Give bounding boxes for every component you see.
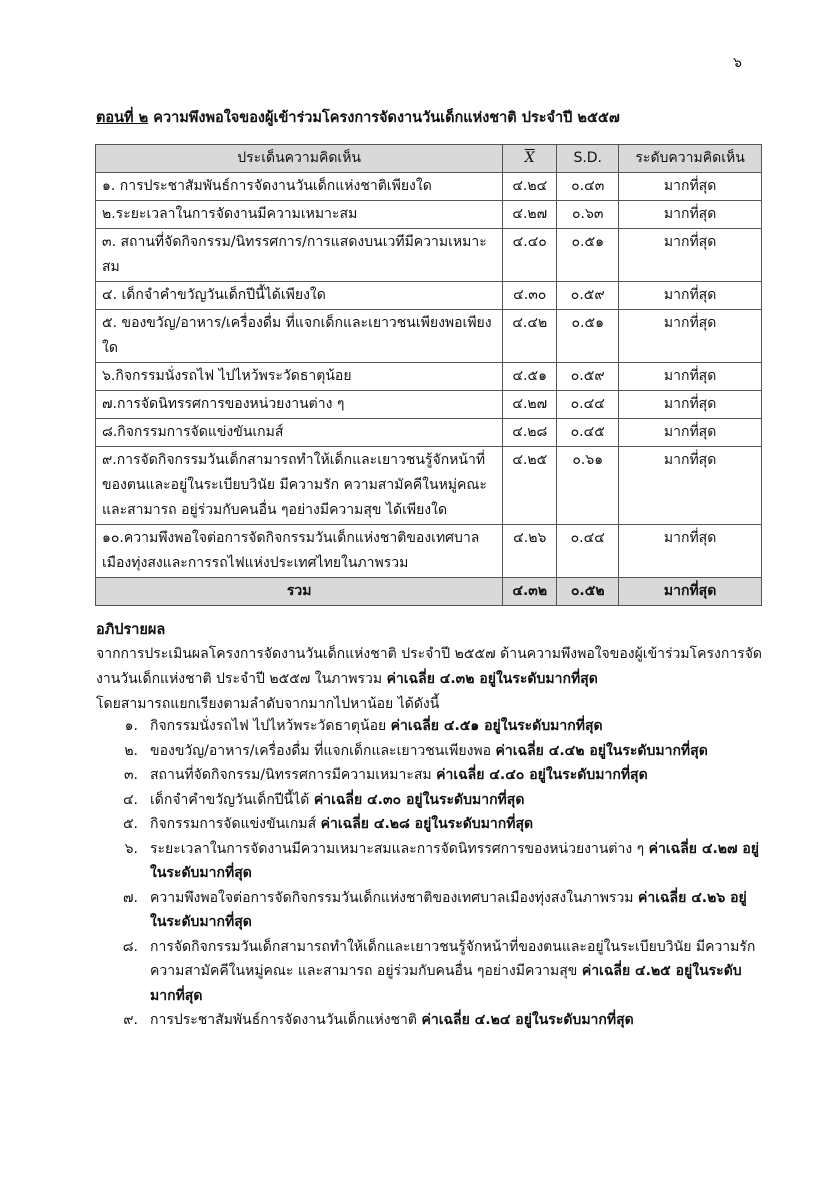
list-item-text	[150, 837, 762, 886]
list-item-number: ๕.	[122, 816, 138, 832]
cell-level: มากที่สุด	[619, 173, 762, 201]
ranking-list	[96, 714, 762, 1033]
list-item	[96, 763, 762, 788]
list-item-text	[150, 714, 762, 739]
list-item-text	[150, 788, 762, 813]
list-item	[96, 886, 762, 935]
section-heading	[96, 106, 620, 129]
list-item-label: กิจกรรมนั่งรถไฟ ไปไหว้พระวัดธาตุน้อย	[150, 718, 391, 734]
list-item-number: ๔.	[122, 791, 138, 808]
list-item	[96, 788, 762, 813]
section-part-label: ตอนที่ ๒	[96, 110, 149, 126]
cell-mean: ๔.๒๗	[503, 201, 557, 229]
cell-topic: ๙.การจัดกิจกรรมวันเด็กสามารถทำให้เด็กและเยาวชนรู้จักหน้าที่ของตนและอยู่ในระเบียบวินัย มีความรัก ความสามัคคีในหมู่คณะ และสามารถ อยู่ร่วมกับคนอื่น ๆอย่างมีความสุข ได้เพียงใด	[96, 447, 503, 525]
page-number: ๖	[733, 55, 742, 71]
total-sd: ๐.๕๒	[557, 578, 619, 606]
cell-level: มากที่สุด	[619, 447, 762, 525]
cell-topic: ๑. การประชาสัมพันธ์การจัดงานวันเด็กแห่งชาติเพียงใด	[96, 173, 503, 201]
table-row	[96, 419, 762, 447]
list-item-label: สถานที่จัดกิจกรรม/นิทรรศการมีความเหมาะสม	[150, 767, 437, 783]
discussion-title: อภิปรายผล	[96, 622, 166, 638]
table-row	[96, 391, 762, 419]
cell-level: มากที่สุด	[619, 391, 762, 419]
list-item-mean: ค่าเฉลี่ย ๔.๓๐ อยู่ในระดับมากที่สุด	[313, 791, 525, 808]
cell-sd: ๐.๕๑	[557, 310, 619, 363]
cell-mean: ๔.๓๐	[503, 282, 557, 310]
cell-level: มากที่สุด	[619, 363, 762, 391]
intro-bold: ค่าเฉลี่ย ๔.๓๒ อยู่ในระดับมากที่สุด	[386, 671, 598, 687]
list-item-text	[150, 739, 762, 764]
header-mean	[503, 145, 557, 173]
cell-sd: ๐.๔๕	[557, 419, 619, 447]
list-item-number: ๘.	[122, 938, 138, 955]
cell-mean: ๔.๕๑	[503, 363, 557, 391]
list-item-text	[150, 1008, 762, 1033]
list-item-number: ๖.	[124, 840, 138, 857]
cell-sd: ๐.๖๑	[557, 447, 619, 525]
list-item-number: ๗.	[123, 889, 138, 906]
list-item	[96, 812, 762, 837]
list-item-number: ๓.	[123, 767, 138, 783]
cell-sd: ๐.๔๔	[557, 391, 619, 419]
list-item-mean: ค่าเฉลี่ย ๔.๒๕ อยู่ในระดับมากที่สุด	[150, 963, 742, 1004]
list-item-number: ๑.	[124, 718, 138, 734]
table-row	[96, 173, 762, 201]
list-item-label: เด็กจำคำขวัญวันเด็กปีนี้ได้	[150, 791, 314, 808]
cell-sd: ๐.๔๔	[557, 525, 619, 578]
cell-level: มากที่สุด	[619, 229, 762, 282]
intro-text: จากการประเมินผลโครงการจัดงานวันเด็กแห่งชาติ ประจำปี ๒๕๕๗ ด้านความพึงพอใจของผู้เข้าร่วมโครงการจัดงานวันเด็กแห่งชาติ ประจำปี ๒๕๕๗ ในภาพรวม	[96, 646, 762, 687]
table-row	[96, 447, 762, 525]
cell-mean: ๔.๒๔	[503, 173, 557, 201]
satisfaction-table	[95, 144, 762, 606]
cell-mean: ๔.๔๐	[503, 229, 557, 282]
list-item-label: ของขวัญ/อาหาร/เครื่องดื่ม ที่แจกเด็กและเยาวชนเพียงพอ	[150, 742, 496, 759]
header-level: ระดับความคิดเห็น	[619, 145, 762, 173]
cell-sd: ๐.๖๓	[557, 201, 619, 229]
header-sd: S.D.	[557, 145, 619, 173]
table-row	[96, 310, 762, 363]
cell-topic: ๔. เด็กจำคำขวัญวันเด็กปีนี้ได้เพียงใด	[96, 282, 503, 310]
cell-level: มากที่สุด	[619, 201, 762, 229]
cell-level: มากที่สุด	[619, 419, 762, 447]
list-item	[96, 1008, 762, 1033]
list-item-label: การประชาสัมพันธ์การจัดงานวันเด็กแห่งชาติ	[150, 1012, 422, 1028]
cell-topic: ๕. ของขวัญ/อาหาร/เครื่องดื่ม ที่แจกเด็กและเยาวชนเพียงพอเพียงใด	[96, 310, 503, 363]
cell-mean: ๔.๒๕	[503, 447, 557, 525]
discussion-intro	[96, 642, 762, 717]
cell-topic: ๓. สถานที่จัดกิจกรรม/นิทรรศการ/การแสดงบนเวทีมีความเหมาะสม	[96, 229, 503, 282]
list-item-mean: ค่าเฉลี่ย ๔.๒๗ อยู่ในระดับมากที่สุด	[150, 840, 759, 881]
cell-mean: ๔.๒๘	[503, 419, 557, 447]
list-item-mean: ค่าเฉลี่ย ๔.๒๘ อยู่ในระดับมากที่สุด	[320, 816, 534, 832]
cell-sd: ๐.๕๑	[557, 229, 619, 282]
cell-mean: ๔.๔๒	[503, 310, 557, 363]
total-mean: ๔.๓๒	[503, 578, 557, 606]
list-item-number: ๙.	[123, 1012, 138, 1028]
cell-mean: ๔.๒๗	[503, 391, 557, 419]
cell-level: มากที่สุด	[619, 525, 762, 578]
list-item-label: กิจกรรมการจัดแข่งขันเกมส์	[150, 816, 321, 832]
header-topic: ประเด็นความคิดเห็น	[96, 145, 503, 173]
list-item-text	[150, 763, 762, 788]
list-item-mean: ค่าเฉลี่ย ๔.๔๐ อยู่ในระดับมากที่สุด	[436, 767, 648, 783]
cell-topic: ๒.ระยะเวลาในการจัดงานมีความเหมาะสม	[96, 201, 503, 229]
cell-mean: ๔.๒๖	[503, 525, 557, 578]
list-item-number: ๒.	[124, 742, 138, 759]
list-item-label: ระยะเวลาในการจัดงานมีความเหมาะสมและการจัดนิทรรศการของหน่วยงานต่าง ๆ	[150, 840, 649, 857]
cell-level: มากที่สุด	[619, 282, 762, 310]
cell-topic: ๘.กิจกรรมการจัดแข่งขันเกมส์	[96, 419, 503, 447]
table-row	[96, 282, 762, 310]
list-item-text	[150, 935, 762, 1009]
intro-tail: โดยสามารถแยกเรียงตามลำดับจากมากไปหาน้อย ได้ดังนี้	[96, 696, 440, 712]
list-item-label: การจัดกิจกรรมวันเด็กสามารถทำให้เด็กและเยาวชนรู้จักหน้าที่ของตนและอยู่ในระเบียบวินัย มีความรัก ความสามัคคีในหมู่คณะ และสามารถ อยู่ร่วมกับคนอื่น ๆอย่างมีความสุข	[150, 938, 756, 979]
list-item	[96, 935, 762, 1009]
total-level: มากที่สุด	[619, 578, 762, 606]
mean-symbol: $\overline{X}$	[524, 150, 535, 166]
list-item-mean: ค่าเฉลี่ย ๔.๒๖ อยู่ในระดับมากที่สุด	[150, 889, 747, 930]
intro-paragraph	[96, 642, 762, 692]
table-row	[96, 525, 762, 578]
list-item-text	[150, 886, 762, 935]
cell-topic: ๖.กิจกรรมนั่งรถไฟ ไปไหว้พระวัดธาตุน้อย	[96, 363, 503, 391]
list-item-text	[150, 812, 762, 837]
cell-sd: ๐.๔๓	[557, 173, 619, 201]
table-row	[96, 201, 762, 229]
list-item-label: ความพึงพอใจต่อการจัดกิจกรรมวันเด็กแห่งชาติของเทศบาลเมืองทุ่งสงในภาพรวม	[150, 889, 638, 906]
table-total-row	[96, 578, 762, 606]
table-row	[96, 363, 762, 391]
list-item-mean: ค่าเฉลี่ย ๔.๒๔ อยู่ในระดับมากที่สุด	[421, 1012, 634, 1028]
cell-sd: ๐.๕๙	[557, 363, 619, 391]
cell-topic: ๗.การจัดนิทรรศการของหน่วยงานต่าง ๆ	[96, 391, 503, 419]
cell-level: มากที่สุด	[619, 310, 762, 363]
table-row	[96, 229, 762, 282]
list-item-mean: ค่าเฉลี่ย ๔.๕๑ อยู่ในระดับมากที่สุด	[390, 718, 603, 734]
list-item	[96, 739, 762, 764]
table-header-row	[96, 145, 762, 173]
cell-sd: ๐.๕๙	[557, 282, 619, 310]
total-topic: รวม	[96, 578, 503, 606]
table-body	[96, 173, 762, 606]
cell-topic: ๑๐.ความพึงพอใจต่อการจัดกิจกรรมวันเด็กแห่งชาติของเทศบาลเมืองทุ่งสงและการรถไฟแห่งประเทศไทยในภาพรวม	[96, 525, 503, 578]
list-item	[96, 714, 762, 739]
section-title: ความพึงพอใจของผู้เข้าร่วมโครงการจัดงานวันเด็กแห่งชาติ ประจำปี ๒๕๕๗	[153, 110, 620, 126]
list-item	[96, 837, 762, 886]
list-item-mean: ค่าเฉลี่ย ๔.๔๒ อยู่ในระดับมากที่สุด	[495, 742, 708, 759]
